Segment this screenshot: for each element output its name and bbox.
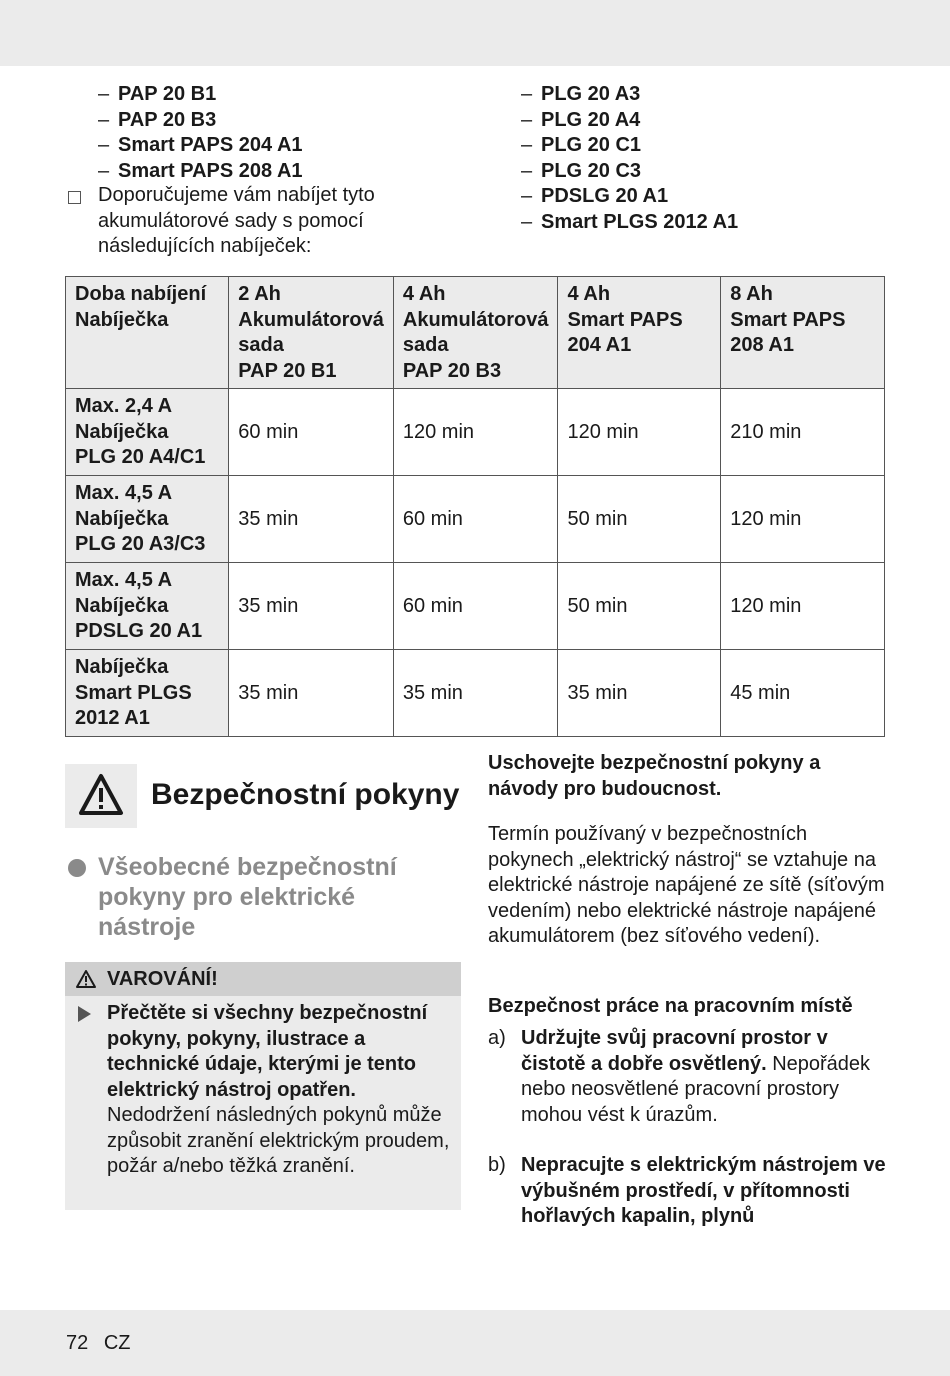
list-item: – PLG 20 C1 (521, 134, 642, 156)
table-cell: 45 min (721, 650, 885, 737)
language-code: CZ (103, 1332, 131, 1354)
table-cell: 120 min (721, 476, 885, 563)
checkbox-icon (68, 191, 81, 204)
table-row (66, 563, 885, 650)
table-cell: 50 min (558, 563, 721, 650)
table-cell: 120 min (393, 389, 558, 476)
charging-time-table (65, 276, 885, 737)
recommendation-item (66, 183, 406, 260)
list-item: – PLG 20 A4 (521, 108, 641, 131)
subheading-text: Všeobecné bezpečnostní pokyny pro elektrické nástroje (98, 853, 397, 941)
table-row (66, 389, 885, 476)
workplace-heading: Bezpečnost práce na pracovním místě (488, 995, 853, 1017)
battery-list (98, 82, 303, 184)
section-header (65, 764, 461, 828)
warning-triangle-icon (65, 764, 137, 828)
table-cell: 35 min (558, 650, 721, 737)
table-header-cell: Doba nabíjení Nabíječka (66, 277, 229, 389)
table-cell: 120 min (558, 389, 721, 476)
list-item: – PAP 20 B1 (98, 83, 217, 105)
table-cell: 35 min (229, 563, 394, 650)
table-header-row (66, 277, 885, 389)
header-band (0, 0, 950, 66)
footer-band (0, 1310, 950, 1376)
table-cell: 50 min (558, 476, 721, 563)
list-item: – PAP 20 B3 (98, 108, 217, 131)
item-label: a) (488, 1027, 506, 1049)
item-label: b) (488, 1154, 506, 1176)
list-item: – PDSLG 20 A1 (521, 185, 669, 207)
list-item: – Smart PAPS 208 A1 (98, 159, 303, 182)
recommendation-text: Doporučujeme vám nabíjet tyto akumulátorové sady s pomocí následujících nabíječek: (98, 184, 375, 257)
table-cell: 60 min (393, 563, 558, 650)
keep-notice: Uschovejte bezpečnostní pokyny a návody pro budoucnost. (488, 752, 821, 800)
term-paragraph: Termín používaný v bezpečnostních pokynech „elektrický nástroj“ se vztahuje na elektrické nástroje napájené ze sítě (síťovým vedením) nebo elektrické nástroje napájené akumulátorem (bez síťového vedení). (488, 823, 885, 947)
list-item (488, 1026, 888, 1128)
arrow-right-icon (78, 1006, 91, 1022)
list-item: – PLG 20 A3 (521, 83, 641, 105)
subheading (66, 852, 446, 942)
warning-header (65, 962, 461, 996)
warning-bold-text: Přečtěte si všechny bezpečnostní pokyny, pokyny, ilustrace a technické údaje, kterými je tento elektrický nástroj opatřen. (107, 1002, 428, 1101)
row-label: Max. 4,5 A Nabíječka PDSLG 20 A1 (66, 563, 229, 650)
row-label: Nabíječka Smart PLGS 2012 A1 (66, 650, 229, 737)
item-bold-text: Udržujte svůj pracovní prostor v čistotě a dobře osvětlený. (521, 1027, 828, 1075)
item-bold-text: Nepracujte s elektrickým nástrojem ve výbušném prostředí, v přítomnosti hořlavých kapalin, plynů (521, 1154, 886, 1227)
table-cell: 60 min (229, 389, 394, 476)
list-item: – PLG 20 C3 (521, 159, 642, 182)
list-item (488, 1153, 888, 1230)
page-number: 72 (66, 1332, 89, 1354)
bullet-icon (68, 859, 86, 877)
table-cell: 35 min (393, 650, 558, 737)
table-header-cell: 8 Ah Smart PAPS 208 A1 (721, 277, 885, 389)
row-label: Max. 2,4 A Nabíječka PLG 20 A4/C1 (66, 389, 229, 476)
table-cell: 35 min (229, 476, 394, 563)
table-cell: 120 min (721, 563, 885, 650)
table-cell: 35 min (229, 650, 394, 737)
charger-list (521, 82, 738, 235)
table-cell: 210 min (721, 389, 885, 476)
table-cell: 60 min (393, 476, 558, 563)
page-footer (66, 1332, 140, 1355)
warning-text: Nedodržení následných pokynů může způsobit zranění elektrickým proudem, požár a/nebo těžká zranění. (107, 1104, 450, 1177)
warning-label: VAROVÁNÍ! (107, 968, 218, 990)
row-label: Max. 4,5 A Nabíječka PLG 20 A3/C3 (66, 476, 229, 563)
table-header-cell: 4 Ah Smart PAPS 204 A1 (558, 277, 721, 389)
warning-body (107, 1001, 452, 1180)
table-header-cell: 2 Ah Akumulátorová sada PAP 20 B1 (229, 277, 394, 389)
warning-icon (75, 969, 97, 989)
table-header-cell: 4 Ah Akumulátorová sada PAP 20 B3 (393, 277, 558, 389)
item-text: Nepořádek nebo neosvětlené pracovní prostory mohou vést k úrazům. (521, 1052, 871, 1126)
warning-panel (65, 962, 461, 1210)
list-item: – Smart PAPS 204 A1 (98, 134, 303, 156)
table-row (66, 476, 885, 563)
section-title: Bezpečnostní pokyny (151, 778, 460, 811)
list-item: – Smart PLGS 2012 A1 (521, 210, 739, 233)
table-row (66, 650, 885, 737)
